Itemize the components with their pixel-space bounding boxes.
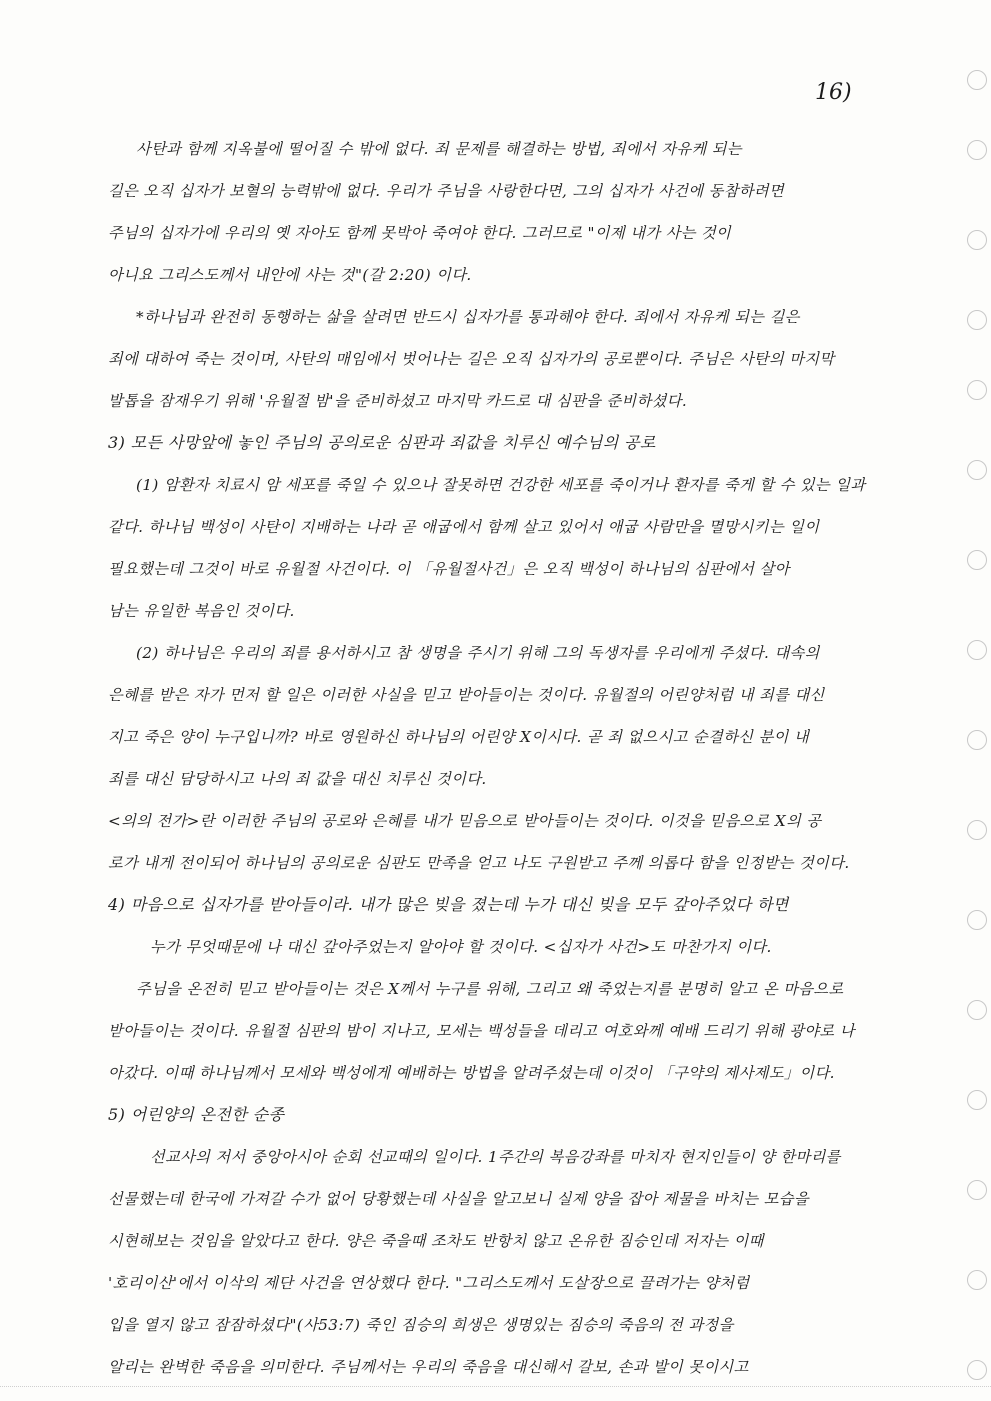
text-line: 입을 열지 않고 잠잠하셨다"(사53:7) 죽인 짐승의 희생은 생명있는 짐승의 죽음의 전 과정을 [108,1316,734,1334]
text-line: 필요했는데 그것이 바로 유월절 사건이다. 이 「유월절사건」은 오직 백성이 하나님의 심판에서 살아 [108,560,790,578]
section-heading: 3) 모든 사망앞에 놓인 주님의 공의로운 심판과 죄값을 치루신 예수님의 공로 [108,433,656,452]
text-line: 누가 무엇때문에 나 대신 갚아주었는지 알아야 할 것이다. <십자가 사건>도 마찬가지 이다. [150,938,772,956]
text-line: '호리이산'에서 이삭의 제단 사건을 연상했다 한다. "그리스도께서 도살장으로 끌려가는 양처럼 [108,1274,750,1292]
text-line: 죄를 대신 담당하시고 나의 죄 값을 대신 치루신 것이다. [108,770,487,788]
text-line: (1) 암환자 치료시 암 세포를 죽일 수 있으나 잘못하면 건강한 세포를 죽이거나 환자를 죽게 할 수 있는 일과 [136,476,866,494]
text-line: 주님의 십자가에 우리의 옛 자아도 함께 못박아 죽여야 한다. 그러므로 "이제 내가 사는 것이 [108,224,732,242]
text-line: 발톱을 잠재우기 위해 '유월절 밤'을 준비하셨고 마지막 카드로 대 심판을 준비하셨다. [108,392,688,410]
text-line: 선교사의 저서 중앙아시아 순회 선교때의 일이다. 1주간의 복음강좌를 마치자 현지인들이 양 한마리를 [150,1148,841,1166]
text-line: 알리는 완벽한 죽음을 의미한다. 주님께서는 우리의 죽음을 대신해서 갈보, 손과 발이 못이시고 [108,1358,749,1376]
page-number: 16) [815,80,852,105]
text-line: <의의 전가>란 이러한 주님의 공로와 은혜를 내가 믿음으로 받아들이는 것이다. 이것을 믿음으로 X의 공 [108,812,822,830]
binding-hole [967,820,987,840]
section-heading: 4) 마음으로 십자가를 받아들이라. 내가 많은 빚을 졌는데 누가 대신 빚을 모두 갚아주었다 하면 [108,895,789,914]
text-line: 받아들이는 것이다. 유월절 심판의 밤이 지나고, 모세는 백성들을 데리고 여호와께 예배 드리기 위해 광야로 나 [108,1022,855,1040]
binding-hole [967,310,987,330]
section-heading: 5) 어린양의 온전한 순종 [108,1105,285,1124]
text-line: 은혜를 받은 자가 먼저 할 일은 이러한 사실을 믿고 받아들이는 것이다. 유월절의 어린양처럼 내 죄를 대신 [108,686,825,704]
binding-hole [967,550,987,570]
binding-hole [967,70,987,90]
text-line: 선물했는데 한국에 가져갈 수가 없어 당황했는데 사실을 알고보니 실제 양을 잡아 제물을 바치는 모습을 [108,1190,809,1208]
handwritten-text-body [108,128,928,1388]
text-line: (2) 하나님은 우리의 죄를 용서하시고 참 생명을 주시기 위해 그의 독생자를 우리에게 주셨다. 대속의 [136,644,820,662]
binding-hole [967,640,987,660]
binding-hole [967,1000,987,1020]
text-line: 아갔다. 이때 하나님께서 모세와 백성에게 예배하는 방법을 알려주셨는데 이것이 「구약의 제사제도」이다. [108,1064,835,1082]
text-line: 지고 죽은 양이 누구입니까? 바로 영원하신 하나님의 어린양 X이시다. 곧 죄 없으시고 순결하신 분이 내 [108,728,810,746]
binding-hole [967,1360,987,1380]
text-line: 사탄과 함께 지옥불에 떨어질 수 밖에 없다. 죄 문제를 해결하는 방법, 죄에서 자유케 되는 [136,140,742,158]
text-line: 주님을 온전히 믿고 받아들이는 것은 X께서 누구를 위해, 그리고 왜 죽었는지를 분명히 알고 온 마음으로 [136,980,844,998]
binding-hole [967,140,987,160]
text-line: 남는 유일한 복음인 것이다. [108,602,295,620]
text-line: 로가 내게 전이되어 하나님의 공의로운 심판도 만족을 얻고 나도 구원받고 주께 의롭다 함을 인정받는 것이다. [108,854,850,872]
binding-hole [967,1180,987,1200]
binding-hole [967,380,987,400]
text-line: *하나님과 완전히 동행하는 삶을 살려면 반드시 십자가를 통과해야 한다. 죄에서 자유케 되는 길은 [136,308,800,326]
binding-hole [967,910,987,930]
binding-hole [967,230,987,250]
text-line: 길은 오직 십자가 보혈의 능력밖에 없다. 우리가 주님을 사랑한다면, 그의 십자가 사건에 동참하려면 [108,182,785,200]
text-line: 같다. 하나님 백성이 사탄이 지배하는 나라 곧 애굽에서 함께 살고 있어서 애굽 사람만을 멸망시키는 일이 [108,518,820,536]
text-line: 시현해보는 것임을 알았다고 한다. 양은 죽을때 조차도 반항치 않고 온유한 짐승인데 저자는 이때 [108,1232,764,1250]
bottom-scan-border [0,1386,991,1387]
binding-hole [967,1270,987,1290]
binding-hole [967,730,987,750]
text-line: 아니요 그리스도께서 내안에 사는 것"(갈 2:20) 이다. [108,266,472,284]
binding-hole [967,460,987,480]
binding-hole [967,1090,987,1110]
text-line: 죄에 대하여 죽는 것이며, 사탄의 매임에서 벗어나는 길은 오직 십자가의 공로뿐이다. 주님은 사탄의 마지막 [108,350,835,368]
